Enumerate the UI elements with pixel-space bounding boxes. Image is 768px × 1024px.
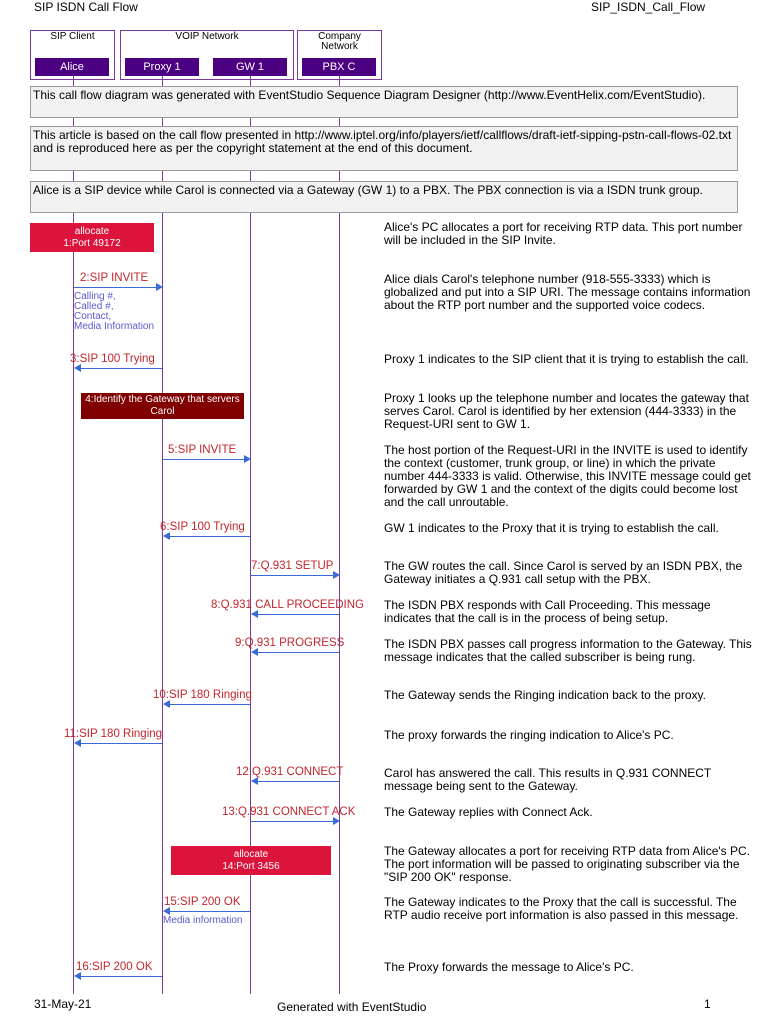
message-arrow [251, 821, 333, 822]
arrowhead-left-icon [163, 700, 170, 708]
comment-14: The Gateway allocates a port for receiving RTP data from Alice's PC. The port information will be passed to originating subscriber via the "SIP 200 OK" response. [384, 844, 751, 884]
message-label: 9:Q.931 PROGRESS [235, 637, 345, 649]
lifeline-pbx-c [339, 76, 340, 994]
note-generated-with: This call flow diagram was generated with EventStudio Sequence Diagram Designer (http://www.EventHelix.com/EventStudio). [30, 86, 738, 118]
message-arrow [80, 976, 162, 977]
comment-10: The Gateway sends the Ringing indication back to the proxy. [384, 688, 706, 702]
comment-7: The GW routes the call. Since Carol is served by an ISDN PBX, the Gateway initiates a Q.931 call setup with the PBX. [384, 559, 743, 586]
message-label: 3:SIP 100 Trying [70, 353, 155, 365]
arrowhead-left-icon [251, 610, 258, 618]
arrowhead-left-icon [74, 364, 81, 372]
message-arrow [74, 287, 156, 288]
comment-4: Proxy 1 looks up the telephone number and locates the gateway that serves Carol. Carol is identified by her extension (444-3333) in the Request-URI sent to GW 1. [384, 391, 749, 431]
message-label: 15:SIP 200 OK [164, 896, 241, 908]
message-params: Media information [163, 915, 243, 926]
arrowhead-left-icon [163, 907, 170, 915]
message-arrow [257, 614, 339, 615]
comment-3: Proxy 1 indicates to the SIP client that it is trying to establish the call. [384, 352, 749, 366]
arrowhead-left-icon [74, 739, 81, 747]
action-line: Carol [150, 406, 175, 417]
message-arrow [169, 911, 250, 912]
comment-16: The Proxy forwards the message to Alice's PC. [384, 960, 634, 974]
arrowhead-left-icon [251, 777, 258, 785]
message-label: 16:SIP 200 OK [76, 961, 153, 973]
comment-13: The Gateway replies with Connect Ack. [384, 805, 593, 819]
message-label: 10:SIP 180 Ringing [153, 689, 252, 701]
message-arrow [257, 781, 339, 782]
message-label: 2:SIP INVITE [80, 272, 149, 284]
comment-1: Alice's PC allocates a port for receiving RTP data. This port number will be included in the SIP Invite. [384, 220, 743, 247]
action-line: allocate [74, 225, 110, 237]
footer-date: 31-May-21 [34, 997, 92, 1011]
entity-proxy-1: Proxy 1 [125, 58, 199, 76]
message-params: Calling #, Called #, Contact, Media Information [74, 291, 155, 332]
arrowhead-right-icon [244, 455, 251, 463]
message-label: 13:Q.931 CONNECT ACK [222, 806, 356, 818]
comment-8: The ISDN PBX responds with Call Proceeding. This message indicates that the call is in the process of being setup. [384, 598, 711, 625]
message-label: 11:SIP 180 Ringing [64, 728, 163, 740]
arrowhead-left-icon [74, 972, 81, 980]
action-line: 4:Identify the Gateway that servers [85, 394, 240, 405]
entity-gw-1: GW 1 [213, 58, 287, 76]
comment-5: The host portion of the Request-URI in the INVITE is used to identify the context (customer, trunk group, or line) in which the private number 444-3333 is valid. Otherwise, this INVITE message could get forwarded by GW 1 and the context of the digits could become lost and the call unroutable. [384, 443, 751, 509]
group-label: VOIP Network [175, 31, 239, 42]
entity-alice: Alice [35, 58, 109, 76]
footer-generated: Generated with EventStudio [277, 1000, 427, 1014]
comment-11: The proxy forwards the ringing indication to Alice's PC. [384, 728, 674, 742]
message-arrow [169, 536, 250, 537]
message-arrow [80, 743, 162, 744]
message-label: 12:Q.931 CONNECT [236, 766, 344, 778]
group-label: SIP Client [50, 31, 95, 42]
footer-page-number: 1 [704, 997, 711, 1011]
message-label: 6:SIP 100 Trying [160, 521, 245, 533]
comment-12: Carol has answered the call. This results in Q.931 CONNECT message being sent to the Gateway. [384, 766, 712, 793]
arrowhead-left-icon [251, 648, 258, 656]
message-arrow [163, 459, 244, 460]
doc-title: SIP ISDN Call Flow [34, 0, 138, 14]
comment-6: GW 1 indicates to the Proxy that it is trying to establish the call. [384, 521, 719, 535]
action-allocate-port-49172 [30, 223, 154, 252]
entity-pbx-c: PBX C [302, 58, 376, 76]
action-line: 14:Port 3456 [222, 860, 280, 872]
message-arrow [257, 652, 339, 653]
comment-9: The ISDN PBX passes call progress information to the Gateway. This message indicates that the called subscriber is being rung. [384, 637, 752, 664]
message-label: 7:Q.931 SETUP [251, 560, 334, 572]
lifeline-alice [73, 76, 74, 994]
message-arrow [169, 704, 250, 705]
arrowhead-right-icon [333, 571, 340, 579]
comment-15: The Gateway indicates to the Proxy that the call is successful. The RTP audio receive port information is also passed in this message. [384, 895, 739, 922]
message-label: 5:SIP INVITE [168, 444, 237, 456]
comment-2: Alice dials Carol's telephone number (918-555-3333) which is globalized and put into a SIP URI. The message contains information about the RTP port number and the supported voice codecs. [384, 272, 751, 312]
note-scenario: Alice is a SIP device while Carol is connected via a Gateway (GW 1) to a PBX. The PBX connection is via a ISDN trunk group. [30, 181, 738, 213]
arrowhead-right-icon [156, 283, 163, 291]
action-identify-gateway [81, 393, 244, 419]
note-source-article: This article is based on the call flow presented in http://www.iptel.org/info/players/ietf/callflows/draft-ietf-sipping-pstn-call-flows-02.txt and is reproduced here as per the copyright statement at the end of this document. [30, 126, 738, 171]
message-arrow [251, 575, 333, 576]
group-label: Company Network [318, 31, 361, 52]
message-label: 8:Q.931 CALL PROCEEDING [211, 599, 364, 611]
action-allocate-port-3456 [171, 846, 331, 875]
doc-id: SIP_ISDN_Call_Flow [591, 0, 706, 14]
arrowhead-left-icon [163, 532, 170, 540]
action-line: allocate [233, 848, 269, 860]
action-line: 1:Port 49172 [63, 237, 121, 249]
arrowhead-right-icon [333, 817, 340, 825]
message-arrow [80, 368, 162, 369]
